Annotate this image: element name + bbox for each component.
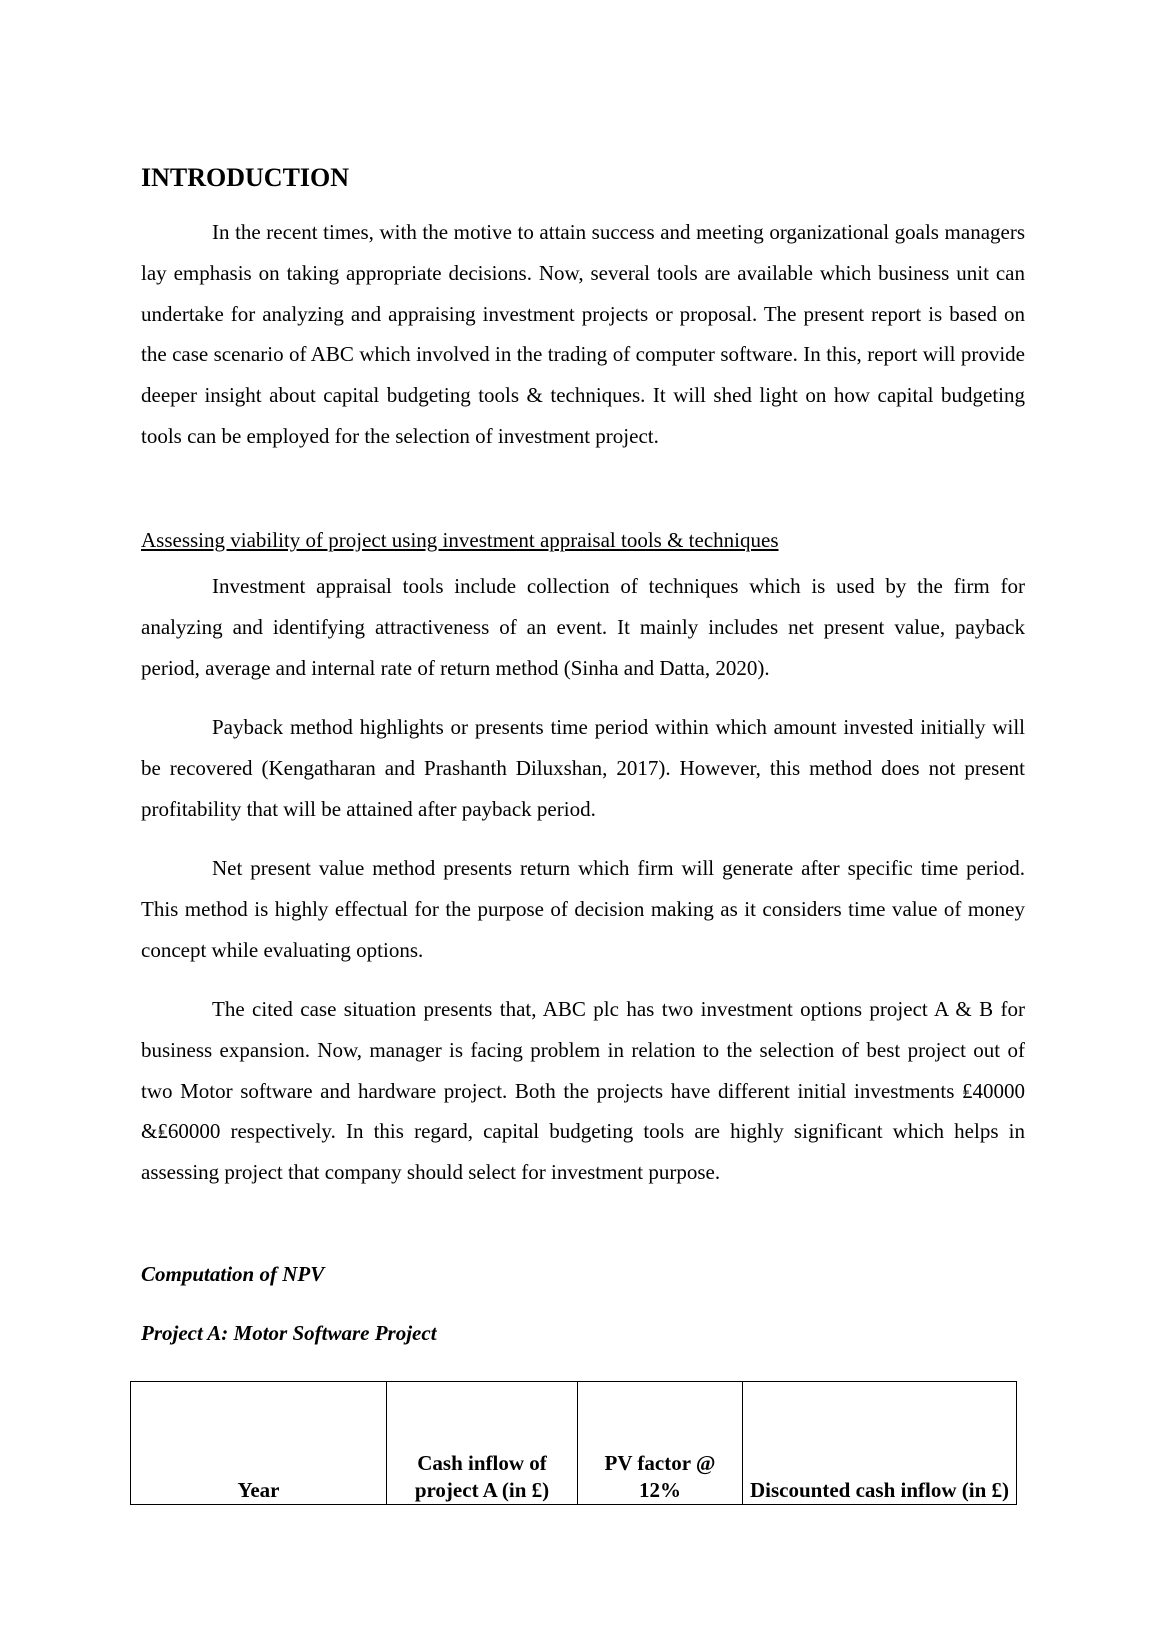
header-pv-factor: PV factor @ 12% xyxy=(578,1382,743,1505)
npv-table xyxy=(130,1381,1017,1505)
paragraph-appraisal-tools: Investment appraisal tools include collection of techniques which is used by the firm for analyzing and identifying attractiveness of an event. It mainly includes net present value, payback period, average and internal rate of return method (Sinha and Datta, 2020). xyxy=(141,574,1025,680)
section-heading: Assessing viability of project using investment appraisal tools & techniques xyxy=(141,528,779,552)
header-year: Year xyxy=(131,1382,387,1505)
project-heading: Project A: Motor Software Project xyxy=(141,1321,437,1345)
paragraph-payback-method: Payback method highlights or presents time period within which amount invested initially will be recovered (Kengatharan and Prashanth Diluxshan, 2017). However, this method does not present profitability that will be attained after payback period. xyxy=(141,715,1025,821)
header-discounted-cash-inflow: Discounted cash inflow (in £) xyxy=(743,1382,1017,1505)
page-title: INTRODUCTION xyxy=(141,163,350,192)
paragraph-case-situation: The cited case situation presents that, ABC plc has two investment options project A & B for business expansion. Now, manager is facing problem in relation to the selection of best project out of two Motor software and hardware project. Both the projects have different initial investments ₤40000 &₤60000 respectively. In this regard, capital budgeting tools are highly significant which helps in assessing project that company should select for investment purpose. xyxy=(141,997,1025,1185)
paragraph-npv-method: Net present value method presents return which firm will generate after specific time period. This method is highly effectual for the purpose of decision making as it considers time value of money concept while evaluating options. xyxy=(141,856,1025,962)
computation-heading: Computation of NPV xyxy=(141,1262,325,1286)
intro-paragraph: In the recent times, with the motive to attain success and meeting organizational goals managers lay emphasis on taking appropriate decisions. Now, several tools are available which business unit can undertake for analyzing and appraising investment projects or proposal. The present report is based on the case scenario of ABC which involved in the trading of computer software. In this, report will provide deeper insight about capital budgeting tools & techniques. It will shed light on how capital budgeting tools can be employed for the selection of investment project. xyxy=(141,220,1025,448)
header-cash-inflow: Cash inflow of project A (in £) xyxy=(387,1382,578,1505)
table-header-row xyxy=(131,1382,1017,1505)
